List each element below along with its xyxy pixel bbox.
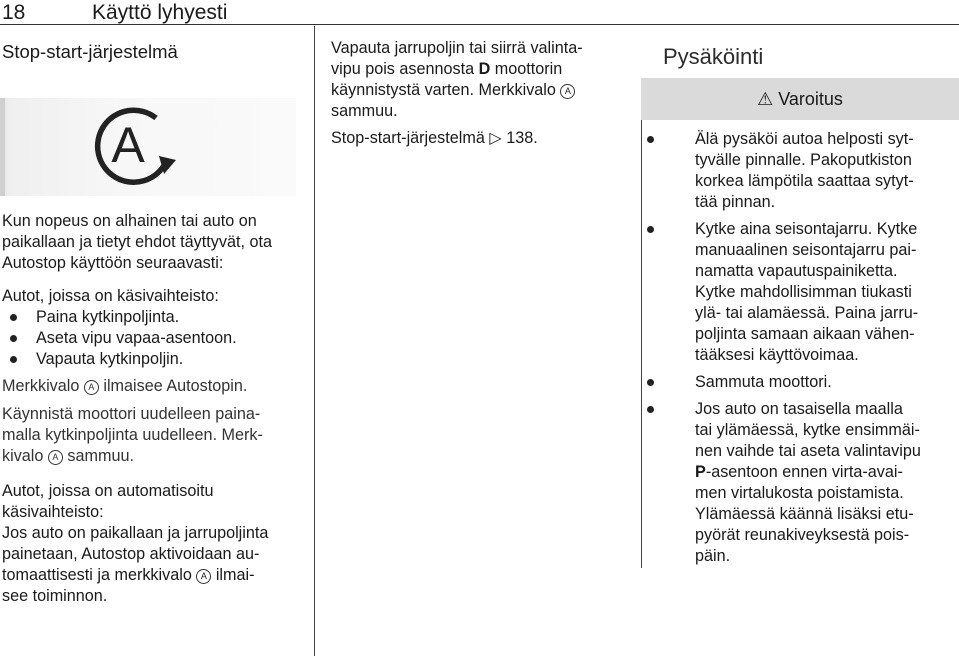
text-line: manuaalinen seisontajarru pai- (695, 241, 917, 259)
text-line: päin. (695, 547, 731, 565)
warning-box (641, 78, 959, 120)
column-middle (331, 38, 631, 149)
autostop-A-circle-icon (86, 102, 178, 192)
text-line: nen vaihde tai aseta valintavipu (695, 442, 921, 460)
text: kivalo (2, 447, 44, 465)
text-line: men virtalukosta poistamista. (695, 484, 904, 502)
text-line: poljinta samaan aikaan vähen- (695, 325, 915, 343)
reference-page[interactable]: 138. (506, 129, 538, 147)
text: moottorin (494, 60, 563, 78)
warning-label (641, 78, 959, 120)
text-line: tääksesi käyttövoimaa. (695, 346, 859, 364)
list-item-text: Paina kytkinpoljinta. (36, 308, 180, 326)
text: vipu pois asennosta (331, 60, 475, 78)
text-line: painetaan, Autostop aktivoidaan au- (2, 545, 260, 563)
bullet-icon (10, 356, 17, 363)
list-item (661, 219, 953, 366)
reference-arrow-icon: ▷ (489, 129, 502, 147)
bullet-icon (10, 314, 17, 321)
text-line: see toiminnon. (2, 587, 108, 605)
text: ilmaisee Autostopin. (103, 377, 248, 395)
section-heading-parking: Pysäköinti (663, 44, 764, 69)
bullet-icon (10, 335, 17, 342)
text-line: Autot, joissa on automatisoitu (2, 482, 214, 500)
text-line: Käynnistä moottori uudelleen paina- (2, 405, 261, 423)
section-heading-stop-start: Stop-start-järjestelmä (2, 41, 178, 62)
text: sammuu. (67, 447, 134, 465)
autostop-indicator-icon: A (560, 84, 575, 99)
automated-paragraph (2, 523, 307, 607)
text-line: malla kytkinpoljinta uudelleen. Merk- (2, 426, 263, 444)
list-item (2, 349, 307, 370)
text: -asentoon ennen virta-avai- (705, 463, 903, 481)
column-divider (314, 26, 315, 656)
text: ilmai- (215, 566, 255, 584)
list-item (661, 129, 953, 213)
header-rule (0, 24, 959, 25)
text: Merkkivalo (2, 377, 80, 395)
page-number: 18 (2, 1, 26, 24)
text-line: Sammuta moottori. (695, 373, 832, 391)
text-line: korkea lämpötila saattaa sytyt- (695, 172, 914, 190)
bullet-icon (647, 379, 654, 386)
autostop-indicator-icon: A (196, 569, 211, 584)
bullet-icon (647, 136, 654, 143)
cross-reference[interactable] (331, 128, 631, 149)
warning-text: Varoitus (778, 89, 843, 109)
text-line: pyörät reunakiveyksestä pois- (695, 526, 910, 544)
text-line: Kytke mahdollisimman tiukasti (695, 283, 912, 301)
column-left-body (2, 211, 307, 607)
autostop-figure (0, 98, 296, 196)
manual-transmission-heading: Autot, joissa on käsivaihteisto: (2, 287, 219, 305)
column-left (2, 40, 307, 64)
svg-text:A: A (111, 117, 145, 173)
parking-warning-list (661, 129, 953, 567)
list-item (2, 307, 307, 328)
manual-steps-list (2, 307, 307, 370)
text-line: tyvälle pinnalle. Pakoputkiston (695, 151, 912, 169)
intro-paragraph: Kun nopeus on alhainen tai auto on paikallaan ja tietyt ehdot täyttyvät, ota Autostop käyttöön seuraavasti: (2, 212, 272, 272)
figure-edge (0, 98, 5, 196)
gear-position-p: P (695, 463, 706, 481)
text-line: käsivaihteisto: (2, 503, 104, 521)
text-line: tää pinnan. (695, 193, 776, 211)
list-item (661, 399, 953, 567)
automated-manual-heading (2, 481, 307, 523)
text-line: namatta vapautuspainiketta. (695, 262, 898, 280)
list-item-text: Vapauta kytkinpoljin. (36, 350, 184, 368)
text-line: Kytke aina seisontajarru. Kytke (695, 220, 918, 238)
parking-warnings (661, 129, 953, 567)
list-item (2, 328, 307, 349)
text-line: Älä pysäköi autoa helposti syt- (695, 130, 914, 148)
reference-text[interactable]: Stop-start-järjestelmä (331, 129, 485, 147)
text-line (695, 463, 903, 481)
text: tomaattisesti ja merkkivalo (2, 566, 192, 584)
bullet-icon (647, 406, 654, 413)
autostop-indicator-icon: A (84, 380, 99, 395)
restart-paragraph (2, 404, 307, 467)
text-line: Jos auto on paikallaan ja jarrupoljinta (2, 524, 269, 542)
text: käynnistystä varten. Merkkivalo (331, 81, 556, 99)
gear-position-d: D (478, 60, 491, 78)
autostop-indicator-icon: A (48, 450, 63, 465)
page-title: Käyttö lyhyesti (92, 1, 228, 24)
text-line: Vapauta jarrupoljin tai siirrä valinta- (331, 39, 583, 57)
text-line: sammuu. (331, 102, 398, 120)
page-header (0, 0, 959, 26)
indicator-paragraph (2, 376, 307, 397)
text-line: Jos auto on tasaisella maalla (695, 400, 903, 418)
list-item-text: Aseta vipu vapaa-asentoon. (36, 329, 237, 347)
list-item (661, 372, 953, 393)
text-line: ylä- tai alamäessä. Paina jarru- (695, 304, 919, 322)
warning-triangle-icon: ⚠ (757, 89, 774, 109)
bullet-icon (647, 226, 654, 233)
text-line: tai ylämäessä, kytke ensimmäi- (695, 421, 920, 439)
warning-box-left-border (641, 120, 642, 568)
text-line: Ylämäessä käännä lisäksi etu- (695, 505, 914, 523)
release-paragraph (331, 38, 631, 122)
